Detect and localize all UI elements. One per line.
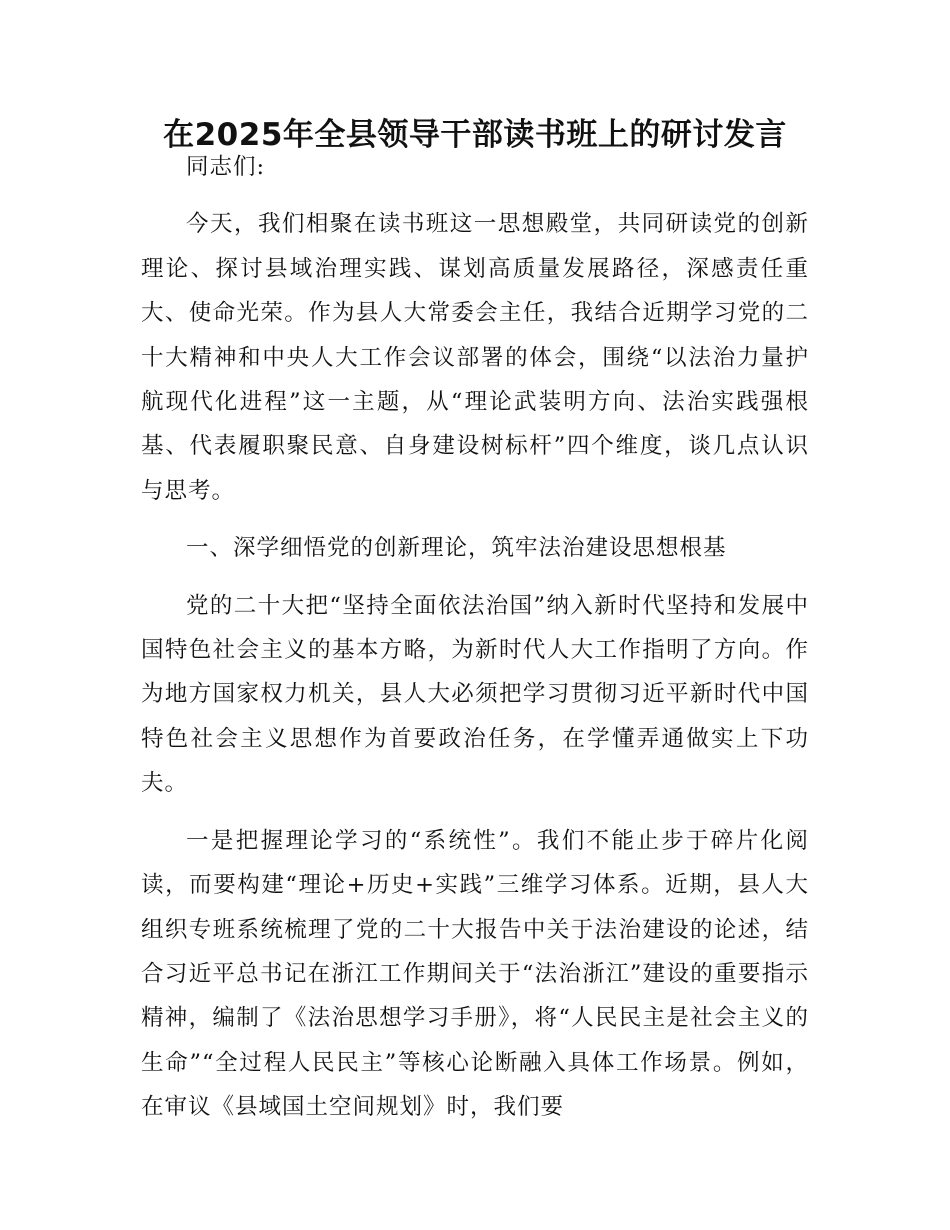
document-body [141, 145, 809, 1130]
paragraph-spacer [141, 806, 809, 819]
paragraph-spacer [141, 571, 809, 584]
document-title: 在2025年全县领导干部读书班上的研讨发言 [163, 117, 787, 153]
greeting: 同志们: [186, 154, 266, 180]
paragraph-spacer [141, 513, 809, 526]
intro-paragraph: 今天，我们相聚在读书班这一思想殿堂，共同研读党的创新理论、探讨县域治理实践、谋划高质量发展路径，深感责任重大、使命光荣。作为县人大常委会主任，我结合近期学习党的二十大精神和中央人大工作会议部署的体会，围绕“以法治力量护航现代化进程”这一主题，从“理论武装明方向、法治实践强根基、代表履职聚民意、自身建设树标杆”四个维度，谈几点认识与思考。 [141, 211, 809, 504]
paragraph-spacer [141, 189, 809, 202]
section-paragraph: 党的二十大把“坚持全面依法治国”纳入新时代坚持和发展中国特色社会主义的基本方略，为新时代人大工作指明了方向。作为地方国家权力机关，县人大必须把学习贯彻习近平新时代中国特色社会主义思想作为首要政治任务，在学懂弄通做实上下功夫。 [141, 592, 809, 797]
point-paragraph: 一是把握理论学习的“系统性”。我们不能止步于碎片化阅读，而要构建“理论+历史+实践”三维学习体系。近期，县人大组织专班系统梳理了党的二十大报告中关于法治建设的论述，结合习近平总书记在浙江工作期间关于“法治浙江”建设的重要指示精神，编制了《法治思想学习手册》，将“人民民主是社会主义的生命”“全过程人民民主”等核心论断融入具体工作场景。例如，在审议《县域国土空间规划》时，我们要 [141, 827, 809, 1121]
section-heading: 一、深学细悟党的创新理论，筑牢法治建设思想根基 [186, 535, 727, 562]
